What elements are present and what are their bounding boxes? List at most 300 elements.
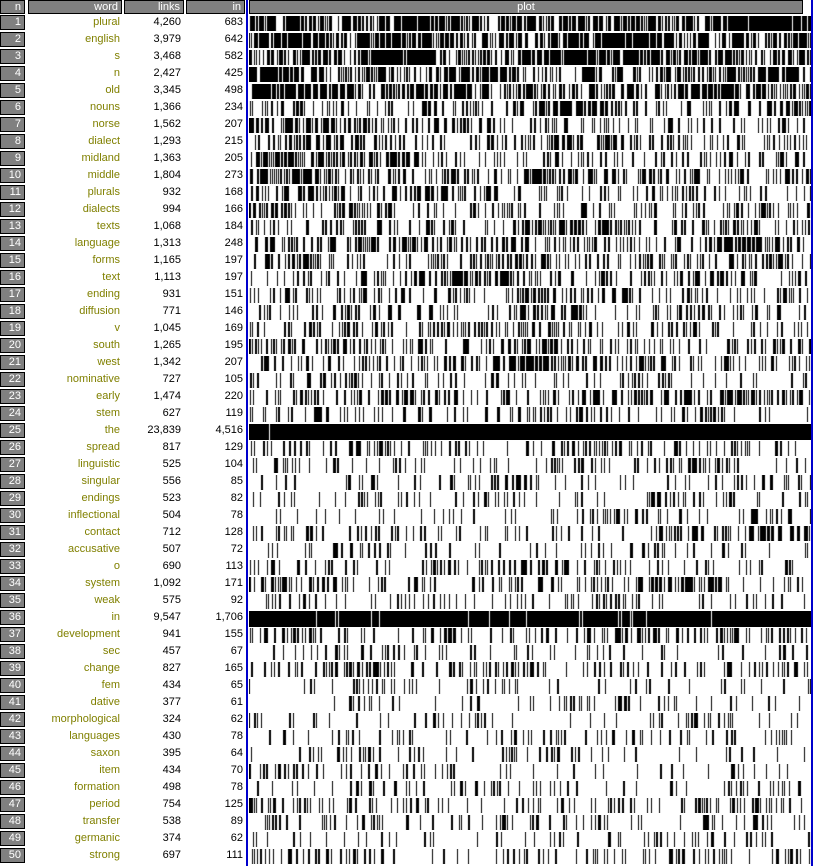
links-cell: 3,345 <box>153 84 181 96</box>
in-cell: 169 <box>224 322 243 334</box>
word-cell: o <box>113 560 120 572</box>
links-cell: 1,474 <box>153 390 181 402</box>
word-cell: change <box>83 662 120 674</box>
table-row[interactable] <box>0 559 815 576</box>
table-row[interactable] <box>0 474 815 491</box>
plot-barcode <box>249 203 811 218</box>
word-cell: middle <box>87 169 120 181</box>
word-cell: plurals <box>87 186 120 198</box>
row-number-cell[interactable]: 43 <box>0 729 25 744</box>
row-number-cell[interactable]: 25 <box>0 423 25 438</box>
row-number-cell[interactable]: 50 <box>0 848 25 863</box>
links-cell: 434 <box>162 764 181 776</box>
links-cell: 1,363 <box>153 152 181 164</box>
row-number-cell[interactable]: 17 <box>0 287 25 302</box>
in-cell: 62 <box>230 713 243 725</box>
row-number-cell[interactable]: 33 <box>0 559 25 574</box>
row-number-cell[interactable]: 22 <box>0 372 25 387</box>
word-cell: forms <box>92 254 120 266</box>
row-number-cell[interactable]: 20 <box>0 338 25 353</box>
in-cell: 113 <box>225 560 243 572</box>
links-cell: 430 <box>162 730 181 742</box>
word-cell: language <box>74 237 120 249</box>
word-cell: nouns <box>90 101 120 113</box>
in-cell: 165 <box>224 662 243 674</box>
plot-barcode <box>249 492 811 507</box>
links-cell: 1,804 <box>153 169 181 181</box>
table-row[interactable] <box>0 15 815 32</box>
in-cell: 273 <box>224 169 243 181</box>
table-row[interactable] <box>0 610 815 627</box>
in-cell: 155 <box>224 628 243 640</box>
in-cell: 683 <box>224 16 243 28</box>
row-number-cell[interactable]: 47 <box>0 797 25 812</box>
table-row[interactable] <box>0 151 815 168</box>
in-cell: 425 <box>224 67 243 79</box>
table-row[interactable] <box>0 134 815 151</box>
in-cell: 92 <box>230 594 243 606</box>
word-cell: west <box>97 356 120 368</box>
row-number-cell[interactable]: 18 <box>0 304 25 319</box>
links-cell: 504 <box>162 509 181 521</box>
table-row[interactable] <box>0 814 815 831</box>
column-header-word[interactable]: word <box>28 0 122 14</box>
links-cell: 697 <box>162 849 181 861</box>
links-cell: 523 <box>162 492 181 504</box>
row-number-cell[interactable]: 48 <box>0 814 25 829</box>
word-cell: singular <box>81 475 120 487</box>
word-cell: system <box>85 577 120 589</box>
links-cell: 575 <box>162 594 181 606</box>
plot-barcode <box>249 305 811 320</box>
in-cell: 78 <box>230 509 243 521</box>
row-number-cell[interactable]: 49 <box>0 831 25 846</box>
links-cell: 1,092 <box>153 577 181 589</box>
row-number-cell[interactable]: 29 <box>0 491 25 506</box>
links-cell: 827 <box>162 662 181 674</box>
plot-barcode <box>249 798 811 813</box>
row-number-cell[interactable]: 46 <box>0 780 25 795</box>
word-cell: text <box>102 271 120 283</box>
column-header-links[interactable]: links <box>124 0 184 14</box>
word-cell: english <box>85 33 120 45</box>
table-row[interactable] <box>0 491 815 508</box>
word-cell: n <box>113 67 120 79</box>
links-cell: 1,342 <box>153 356 181 368</box>
in-cell: 125 <box>224 798 243 810</box>
row-number-cell[interactable]: 12 <box>0 202 25 217</box>
plot-barcode <box>249 339 811 354</box>
plot-barcode <box>249 560 811 575</box>
word-cell: midland <box>81 152 120 164</box>
row-number-cell[interactable]: 28 <box>0 474 25 489</box>
links-cell: 754 <box>162 798 181 810</box>
plot-barcode <box>249 50 811 65</box>
row-number-cell[interactable]: 37 <box>0 627 25 642</box>
word-cell: formation <box>74 781 120 793</box>
plot-barcode <box>249 101 811 116</box>
in-cell: 128 <box>224 526 243 538</box>
in-cell: 171 <box>224 577 243 589</box>
in-cell: 70 <box>230 764 243 776</box>
word-cell: morphological <box>51 713 120 725</box>
links-cell: 507 <box>162 543 181 555</box>
word-cell: s <box>114 50 120 62</box>
links-cell: 324 <box>162 713 181 725</box>
row-number-cell[interactable]: 45 <box>0 763 25 778</box>
in-cell: 4,516 <box>215 424 243 436</box>
row-number-cell[interactable]: 38 <box>0 644 25 659</box>
row-number-cell[interactable]: 8 <box>0 134 25 149</box>
table-row[interactable] <box>0 780 815 797</box>
table-row[interactable] <box>0 100 815 117</box>
row-number-cell[interactable]: 14 <box>0 236 25 251</box>
table-row[interactable] <box>0 372 815 389</box>
word-cell: weak <box>94 594 120 606</box>
links-cell: 434 <box>162 679 181 691</box>
plot-barcode <box>249 611 811 627</box>
in-cell: 62 <box>230 832 243 844</box>
table-row[interactable] <box>0 440 815 457</box>
in-cell: 248 <box>224 237 243 249</box>
row-number-cell[interactable]: 40 <box>0 678 25 693</box>
table-row[interactable] <box>0 661 815 678</box>
word-cell: in <box>111 611 120 623</box>
links-cell: 556 <box>162 475 181 487</box>
table-row[interactable] <box>0 287 815 304</box>
table-row[interactable] <box>0 797 815 814</box>
word-cell: contact <box>84 526 120 538</box>
table-row[interactable] <box>0 49 815 66</box>
plot-barcode <box>249 832 811 847</box>
in-cell: 89 <box>230 815 243 827</box>
row-number-cell[interactable]: 4 <box>0 66 25 81</box>
word-cell: transfer <box>82 815 120 827</box>
row-number-cell[interactable]: 24 <box>0 406 25 421</box>
plot-barcode <box>249 424 811 440</box>
links-cell: 377 <box>162 696 181 708</box>
word-cell: linguistic <box>77 458 120 470</box>
word-cell: texts <box>96 220 120 232</box>
table-row[interactable] <box>0 202 815 219</box>
word-cell: accusative <box>68 543 120 555</box>
table-row[interactable] <box>0 83 815 100</box>
plot-barcode <box>249 322 811 337</box>
table-row[interactable] <box>0 508 815 525</box>
links-cell: 1,113 <box>154 271 181 283</box>
in-cell: 215 <box>224 135 243 147</box>
in-cell: 111 <box>226 849 243 861</box>
word-cell: languages <box>69 730 120 742</box>
plot-barcode <box>249 713 811 728</box>
plot-left-border <box>246 0 248 866</box>
links-cell: 9,547 <box>153 611 181 623</box>
row-number-cell[interactable]: 23 <box>0 389 25 404</box>
table-row[interactable] <box>0 644 815 661</box>
plot-barcode <box>249 373 811 388</box>
row-number-cell[interactable]: 19 <box>0 321 25 336</box>
in-cell: 78 <box>230 781 243 793</box>
word-cell: south <box>93 339 120 351</box>
plot-barcode <box>249 407 811 422</box>
table-row[interactable] <box>0 593 815 610</box>
links-cell: 1,562 <box>153 118 181 130</box>
table-row[interactable] <box>0 389 815 406</box>
row-number-cell[interactable]: 7 <box>0 117 25 132</box>
row-number-cell[interactable]: 16 <box>0 270 25 285</box>
in-cell: 195 <box>224 339 243 351</box>
word-cell: ending <box>86 288 120 300</box>
links-cell: 395 <box>162 747 181 759</box>
table-row[interactable] <box>0 406 815 423</box>
links-cell: 538 <box>162 815 181 827</box>
column-header-in[interactable]: in <box>186 0 245 14</box>
in-cell: 146 <box>224 305 243 317</box>
word-cell: diffusion <box>79 305 120 317</box>
in-cell: 67 <box>230 645 243 657</box>
in-cell: 184 <box>224 220 243 232</box>
row-number-cell[interactable]: 6 <box>0 100 25 115</box>
table-row[interactable] <box>0 355 815 372</box>
table-row[interactable] <box>0 457 815 474</box>
links-cell: 374 <box>162 832 181 844</box>
word-cell: fem <box>101 679 120 691</box>
table-row[interactable] <box>0 695 815 712</box>
plot-barcode <box>249 594 811 609</box>
word-cell: early <box>96 390 120 402</box>
links-cell: 23,839 <box>147 424 181 436</box>
links-cell: 994 <box>162 203 181 215</box>
table-row[interactable] <box>0 321 815 338</box>
plot-barcode <box>249 475 811 490</box>
links-cell: 627 <box>162 407 181 419</box>
row-number-cell[interactable]: 31 <box>0 525 25 540</box>
in-cell: 498 <box>224 84 243 96</box>
word-cell: stem <box>96 407 120 419</box>
links-cell: 771 <box>162 305 181 317</box>
row-number-cell[interactable]: 21 <box>0 355 25 370</box>
table-row[interactable] <box>0 423 815 440</box>
in-cell: 105 <box>224 373 243 385</box>
in-cell: 197 <box>224 271 243 283</box>
row-number-cell[interactable]: 44 <box>0 746 25 761</box>
row-number-cell[interactable]: 27 <box>0 457 25 472</box>
plot-barcode <box>249 849 811 864</box>
table-row[interactable] <box>0 66 815 83</box>
row-number-cell[interactable]: 32 <box>0 542 25 557</box>
links-cell: 1,165 <box>153 254 181 266</box>
in-cell: 207 <box>224 356 243 368</box>
row-number-cell[interactable]: 10 <box>0 168 25 183</box>
table-row[interactable] <box>0 627 815 644</box>
plot-barcode <box>249 84 811 99</box>
word-cell: dative <box>90 696 120 708</box>
row-number-cell[interactable]: 11 <box>0 185 25 200</box>
plot-barcode <box>249 747 811 762</box>
word-cell: nominative <box>66 373 120 385</box>
in-cell: 197 <box>224 254 243 266</box>
plot-barcode <box>249 220 811 235</box>
row-number-cell[interactable]: 9 <box>0 151 25 166</box>
row-number-cell[interactable]: 39 <box>0 661 25 676</box>
links-cell: 817 <box>162 441 181 453</box>
in-cell: 119 <box>225 407 243 419</box>
links-cell: 1,293 <box>153 135 181 147</box>
word-cell: v <box>114 322 120 334</box>
table-row[interactable] <box>0 746 815 763</box>
row-number-cell[interactable]: 35 <box>0 593 25 608</box>
row-number-cell[interactable]: 2 <box>0 32 25 47</box>
in-cell: 1,706 <box>215 611 243 623</box>
plot-barcode <box>249 696 811 711</box>
row-number-cell[interactable]: 30 <box>0 508 25 523</box>
column-header-n[interactable]: n <box>0 0 25 14</box>
links-cell: 690 <box>162 560 181 572</box>
links-cell: 1,366 <box>153 101 181 113</box>
plot-barcode <box>249 628 811 643</box>
links-cell: 1,045 <box>153 322 181 334</box>
plot-barcode <box>249 441 811 456</box>
plot-barcode <box>249 679 811 694</box>
in-cell: 642 <box>224 33 243 45</box>
table-row[interactable] <box>0 32 815 49</box>
word-cell: item <box>99 764 120 776</box>
links-cell: 3,979 <box>153 33 181 45</box>
in-cell: 207 <box>224 118 243 130</box>
links-cell: 3,468 <box>153 50 181 62</box>
in-cell: 129 <box>224 441 243 453</box>
plot-barcode <box>249 16 811 31</box>
plot-right-border <box>811 0 813 866</box>
word-cell: sec <box>102 645 120 657</box>
plot-barcode <box>249 186 811 201</box>
links-cell: 525 <box>162 458 181 470</box>
table-row[interactable] <box>0 576 815 593</box>
table-row[interactable] <box>0 117 815 134</box>
links-cell: 4,260 <box>153 16 181 28</box>
word-cell: strong <box>89 849 120 861</box>
plot-barcode <box>249 815 811 830</box>
links-cell: 1,313 <box>153 237 181 249</box>
links-cell: 941 <box>162 628 181 640</box>
plot-barcode <box>249 645 811 660</box>
in-cell: 61 <box>230 696 243 708</box>
row-number-cell[interactable]: 1 <box>0 15 25 30</box>
plot-barcode <box>249 781 811 796</box>
word-cell: germanic <box>74 832 120 844</box>
word-cell: inflectional <box>68 509 120 521</box>
links-cell: 457 <box>162 645 181 657</box>
plot-barcode <box>249 254 811 269</box>
row-number-cell[interactable]: 3 <box>0 49 25 64</box>
word-cell: endings <box>81 492 120 504</box>
word-cell: period <box>89 798 120 810</box>
word-cell: plural <box>93 16 120 28</box>
plot-barcode <box>249 509 811 524</box>
table-row[interactable] <box>0 338 815 355</box>
in-cell: 582 <box>224 50 243 62</box>
in-cell: 82 <box>230 492 243 504</box>
column-header-plot[interactable]: plot <box>249 0 803 14</box>
plot-barcode <box>249 169 811 184</box>
table-row[interactable] <box>0 236 815 253</box>
plot-barcode <box>249 118 811 133</box>
plot-barcode <box>249 577 811 592</box>
table-row[interactable] <box>0 729 815 746</box>
word-cell: norse <box>92 118 120 130</box>
word-cell: development <box>57 628 120 640</box>
links-cell: 1,068 <box>153 220 181 232</box>
plot-barcode <box>249 67 811 82</box>
plot-barcode <box>249 730 811 745</box>
row-number-cell[interactable]: 34 <box>0 576 25 591</box>
in-cell: 104 <box>224 458 243 470</box>
plot-barcode <box>249 543 811 558</box>
word-cell: spread <box>86 441 120 453</box>
plot-barcode <box>249 237 811 252</box>
table-row[interactable] <box>0 831 815 848</box>
links-cell: 712 <box>162 526 181 538</box>
table-row[interactable] <box>0 848 815 865</box>
in-cell: 166 <box>224 203 243 215</box>
in-cell: 64 <box>230 747 243 759</box>
table-row[interactable] <box>0 763 815 780</box>
table-row[interactable] <box>0 253 815 270</box>
table-row[interactable] <box>0 678 815 695</box>
plot-barcode <box>249 764 811 779</box>
table-row[interactable] <box>0 270 815 287</box>
in-cell: 205 <box>224 152 243 164</box>
word-cell: the <box>104 424 120 436</box>
row-number-cell[interactable]: 36 <box>0 610 25 625</box>
links-cell: 1,265 <box>153 339 181 351</box>
in-cell: 85 <box>230 475 243 487</box>
plot-barcode <box>249 662 811 677</box>
in-cell: 168 <box>224 186 243 198</box>
plot-barcode <box>249 458 811 473</box>
links-cell: 498 <box>162 781 181 793</box>
table-row[interactable] <box>0 185 815 202</box>
row-number-cell[interactable]: 13 <box>0 219 25 234</box>
links-cell: 2,427 <box>153 67 181 79</box>
row-number-cell[interactable]: 41 <box>0 695 25 710</box>
plot-barcode <box>249 288 811 303</box>
row-number-cell[interactable]: 26 <box>0 440 25 455</box>
links-cell: 932 <box>162 186 181 198</box>
table-row[interactable] <box>0 712 815 729</box>
row-number-cell[interactable]: 42 <box>0 712 25 727</box>
plot-barcode <box>249 356 811 371</box>
row-number-cell[interactable]: 5 <box>0 83 25 98</box>
plot-barcode <box>249 135 811 150</box>
table-row[interactable] <box>0 219 815 236</box>
row-number-cell[interactable]: 15 <box>0 253 25 268</box>
plot-barcode <box>249 271 811 286</box>
table-row[interactable] <box>0 525 815 542</box>
table-row[interactable] <box>0 304 815 321</box>
word-cell: saxon <box>90 747 120 759</box>
table-row[interactable] <box>0 542 815 559</box>
plot-barcode <box>249 33 811 48</box>
plot-barcode <box>249 152 811 167</box>
table-row[interactable] <box>0 168 815 185</box>
in-cell: 72 <box>230 543 243 555</box>
in-cell: 234 <box>224 101 243 113</box>
in-cell: 151 <box>224 288 243 300</box>
plot-barcode <box>249 390 811 405</box>
word-cell: dialect <box>88 135 120 147</box>
plot-barcode <box>249 526 811 541</box>
